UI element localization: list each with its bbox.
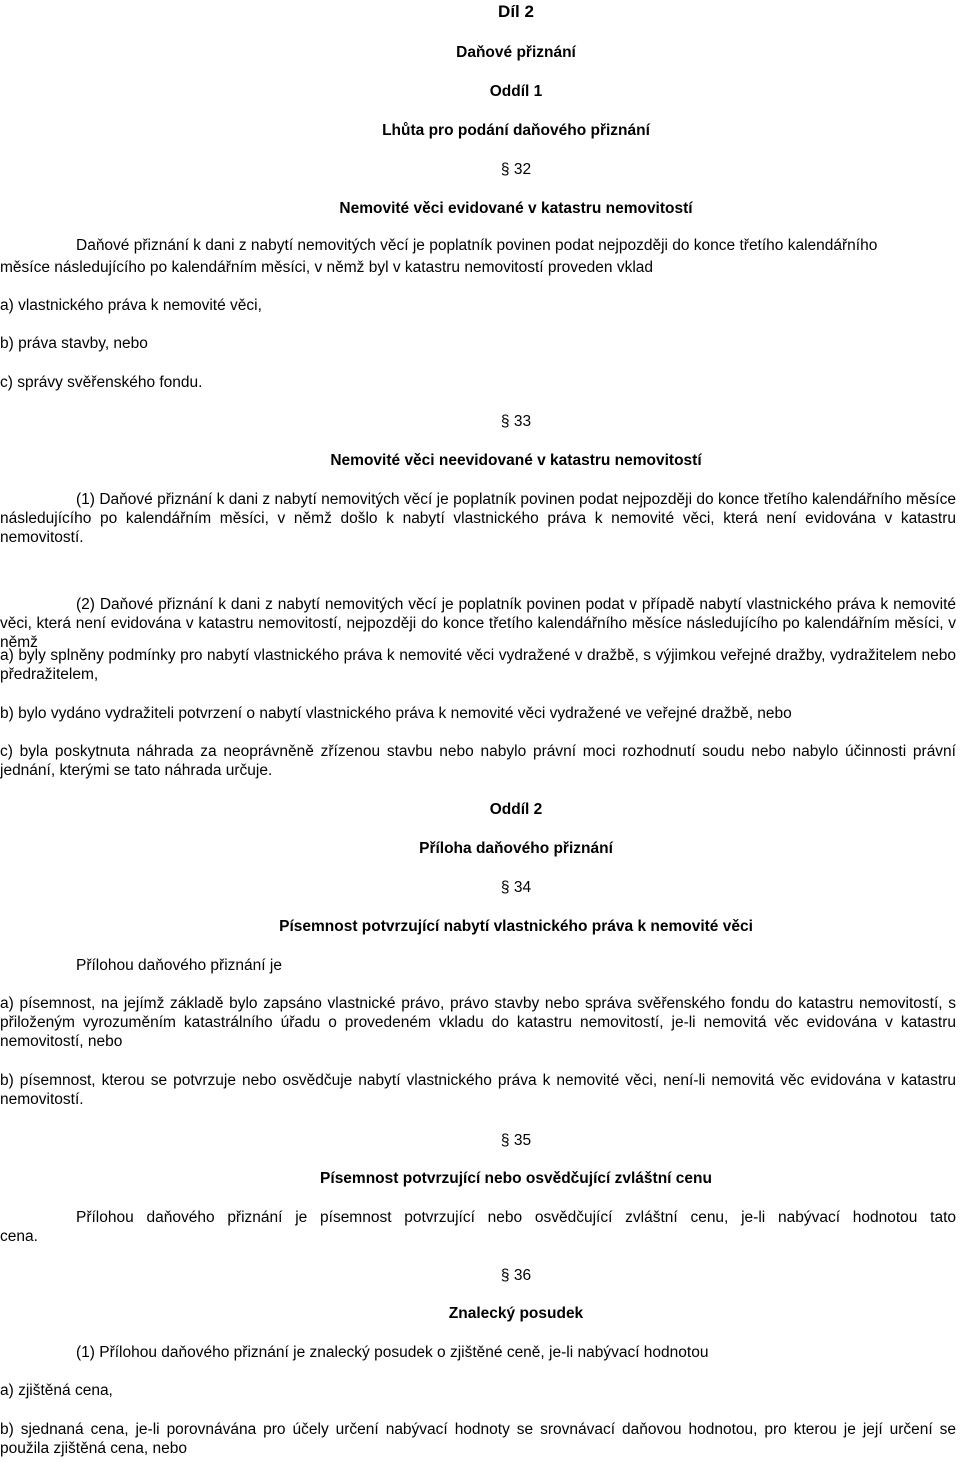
section-34-title: Písemnost potvrzující nabytí vlastnického práva k nemovité věci bbox=[279, 918, 753, 935]
section-33-item-c: c) byla poskytnuta náhrada za neoprávněně zřízenou stavbu nebo nabylo právní moci rozhodnutí soudu nebo nabylo účinnosti právní jednání, kterými se tato náhrada určuje. bbox=[0, 743, 956, 779]
division-2-title: Příloha daňového přiznání bbox=[419, 840, 613, 857]
section-33-number: § 33 bbox=[500, 413, 532, 430]
part-heading: Díl 2 bbox=[498, 2, 534, 21]
division-1-title: Lhůta pro podání daňového přiznání bbox=[382, 122, 650, 139]
section-32-intro-line-2: měsíce následujícího po kalendářním měsíci, v němž byl v katastru nemovitostí proveden vklad bbox=[0, 259, 654, 276]
section-33-paragraph-2: (2) Daňové přiznání k dani z nabytí nemovitých věcí je poplatník povinen podat v případě nabytí vlastnického práva k nemovité věci, která není evidována v katastru nemovitostí, nejpozději do konce třetího kalendářního měsíce následujícího po kalendářním měsíci, v němž bbox=[0, 596, 956, 651]
part-title: Daňové přiznání bbox=[456, 44, 576, 61]
section-33-item-a: a) byly splněny podmínky pro nabytí vlastnického práva k nemovité věci vydražené v dražbě, s výjimkou veřejné dražby, vydražitelem nebo předražitelem, bbox=[0, 647, 956, 683]
section-32-item-a: a) vlastnického práva k nemovité věci, bbox=[0, 297, 262, 314]
section-32-title: Nemovité věci evidované v katastru nemovitostí bbox=[339, 200, 693, 217]
section-35-text-end: cena. bbox=[0, 1228, 38, 1245]
section-35-title: Písemnost potvrzující nebo osvědčující zvláštní cenu bbox=[320, 1170, 712, 1187]
section-34-number: § 34 bbox=[500, 879, 532, 896]
section-32-intro-line-1: Daňové přiznání k dani z nabytí nemovitých věcí je poplatník povinen podat nejpozději do konce třetího kalendářního bbox=[76, 237, 878, 254]
section-36-number: § 36 bbox=[500, 1267, 532, 1284]
section-35-text: Přílohou daňového přiznání je písemnost potvrzující nebo osvědčující zvláštní cenu, je-li nabývací hodnotou tato bbox=[76, 1209, 956, 1226]
section-34-item-b: b) písemnost, kterou se potvrzuje nebo osvědčuje nabytí vlastnického práva k nemovité věci, není-li nemovitá věc evidována v katastru nemovitostí. bbox=[0, 1072, 956, 1108]
section-32-item-b: b) práva stavby, nebo bbox=[0, 335, 148, 352]
section-33-paragraph-1: (1) Daňové přiznání k dani z nabytí nemovitých věcí je poplatník povinen podat nejpozději do konce třetího kalendářního měsíce následujícího po kalendářním měsíci, v němž došlo k nabytí vlastnického práva k nemovité věci, která není evidována v katastru nemovitostí. bbox=[0, 491, 956, 546]
division-1-heading: Oddíl 1 bbox=[489, 83, 543, 100]
section-36-item-b: b) sjednaná cena, je-li porovnávána pro účely určení nabývací hodnoty se srovnávací daňovou hodnotou, pro kterou je její určení se použila zjištěná cena, nebo bbox=[0, 1421, 956, 1457]
section-33-title: Nemovité věci neevidované v katastru nemovitostí bbox=[330, 452, 702, 469]
section-34-intro: Přílohou daňového přiznání je bbox=[76, 957, 282, 974]
section-36-paragraph-1: (1) Přílohou daňového přiznání je znalecký posudek o zjištěné ceně, je-li nabývací hodnotou bbox=[76, 1344, 709, 1361]
section-36-title: Znalecký posudek bbox=[448, 1305, 584, 1322]
section-32-number: § 32 bbox=[500, 161, 532, 178]
section-35-number: § 35 bbox=[500, 1132, 532, 1149]
section-36-item-a: a) zjištěná cena, bbox=[0, 1382, 113, 1399]
division-2-heading: Oddíl 2 bbox=[489, 801, 543, 818]
section-34-item-a: a) písemnost, na jejímž základě bylo zapsáno vlastnické právo, právo stavby nebo správa svěřenského fondu do katastru nemovitostí, s přiloženým vyrozuměním katastrálního úřadu o provedeném vkladu do katastru nemovitostí, je-li nemovitá věc evidována v katastru nemovitostí, nebo bbox=[0, 995, 956, 1050]
section-32-item-c: c) správy svěřenského fondu. bbox=[0, 374, 203, 391]
section-33-item-b: b) bylo vydáno vydražiteli potvrzení o nabytí vlastnického práva k nemovité věci vydražené ve veřejné dražbě, nebo bbox=[0, 705, 792, 722]
